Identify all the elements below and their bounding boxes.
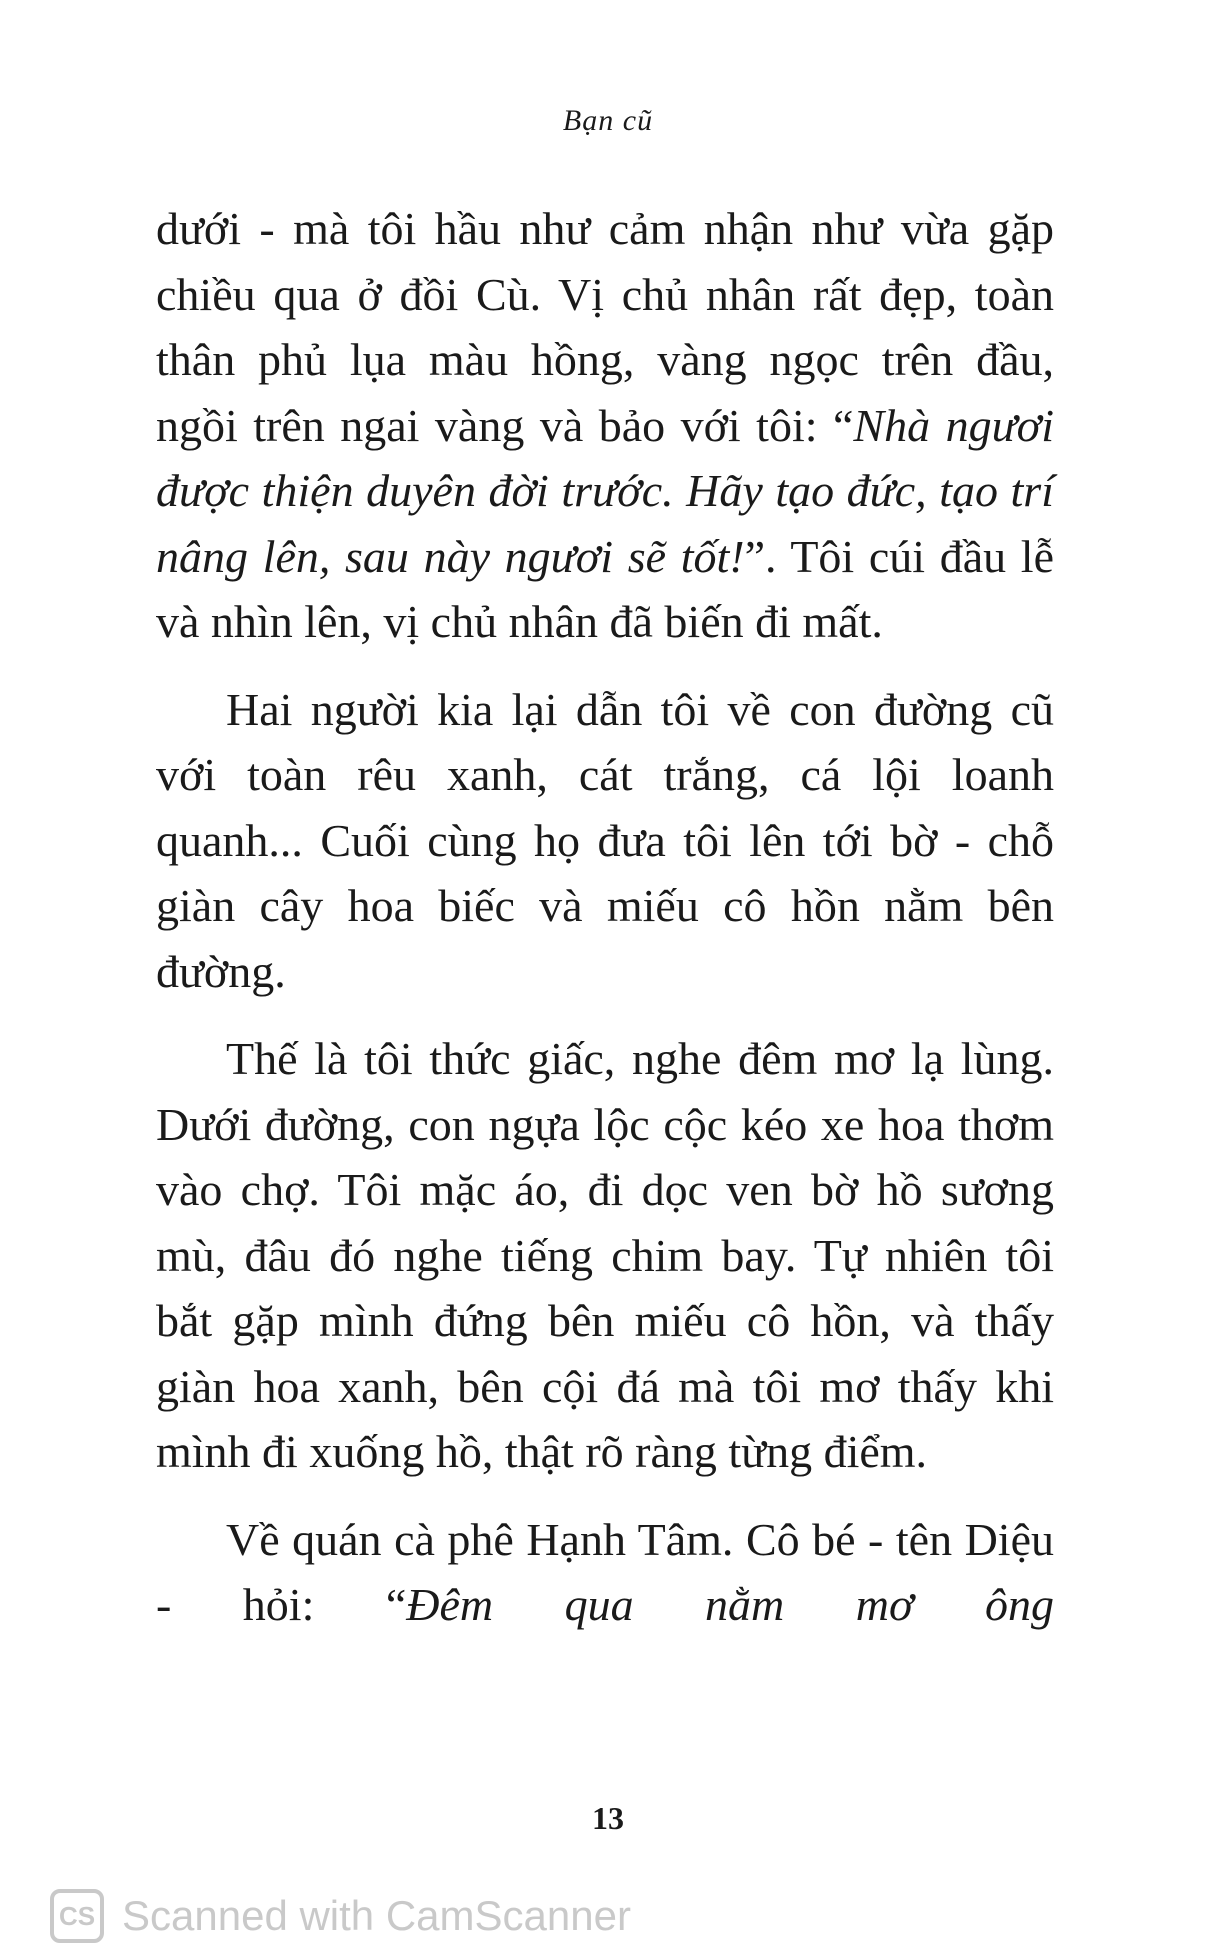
- paragraph-1-part-a: dưới - mà tôi hầu như cảm nhận như vừa gặp chiều qua ở đồi Cù. Vị chủ nhân rất đẹp, toàn thân phủ lụa màu hồng, vàng ngọc trên đầu, ngồi trên ngai vàng và bảo với tôi: “: [156, 203, 1054, 451]
- page-body: [156, 196, 1054, 1660]
- paragraph-1-part-c: ”. Tôi cúi đầu lễ và nhìn lên, vị chủ nhân đã biến đi mất.: [156, 530, 1055, 647]
- paragraph-2: Hai người kia lại dẫn tôi về con đường cũ với toàn rêu xanh, cát trắng, cá lội loanh quanh... Cuối cùng họ đưa tôi lên tới bờ - chỗ giàn cây hoa biếc và miếu cô hồn nằm bên đường.: [156, 683, 1054, 997]
- paragraph-4: [156, 1507, 1054, 1638]
- camscanner-watermark-text: Scanned with CamScanner: [122, 1892, 631, 1939]
- camscanner-logo-icon: CS: [50, 1889, 104, 1943]
- paragraph-4-part-a: Về quán cà phê Hạnh Tâm. Cô bé - tên Diệu - hỏi: “: [156, 1513, 1054, 1630]
- quoted-speech-continued: Đêm qua nằm mơ ông: [406, 1579, 1054, 1630]
- running-title: Bạn cũ: [562, 104, 654, 137]
- page-number: 13: [592, 1800, 624, 1836]
- paragraph-1: [156, 196, 1054, 655]
- paragraph-3: Thế là tôi thức giấc, nghe đêm mơ lạ lùng. Dưới đường, con ngựa lộc cộc kéo xe hoa thơm vào chợ. Tôi mặc áo, đi dọc ven bờ hồ sương mù, đâu đó nghe tiếng chim bay. Tự nhiên tôi bắt gặp mình đứng bên miếu cô hồn, và thấy giàn hoa xanh, bên cội đá mà tôi mơ thấy khi mình đi xuống hồ, thật rõ ràng từng điểm.: [156, 1033, 1054, 1477]
- quoted-speech: Nhà ngươi được thiện duyên đời trước. Hãy tạo đức, tạo trí nâng lên, sau này ngươi sẽ tốt!: [156, 399, 1054, 582]
- camscanner-watermark: [50, 1886, 631, 1946]
